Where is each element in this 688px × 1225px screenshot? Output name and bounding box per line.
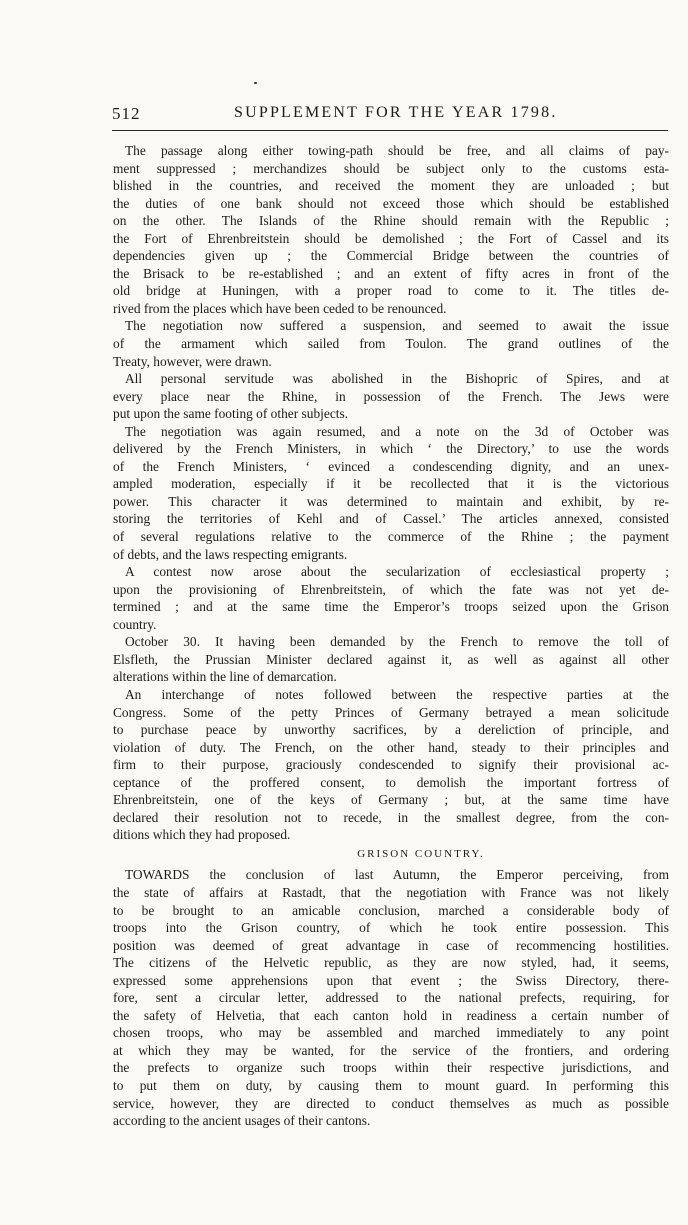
text-line: blished in the countries, and received the moment they are unloaded ; but	[113, 178, 669, 194]
text-line: alterations within the line of demarcation.	[113, 669, 337, 685]
text-line: service, however, they are directed to conduct themselves as much as possible	[113, 1095, 669, 1111]
page-number: 512	[112, 104, 141, 123]
text-line: All personal servitude was abolished in the Bishopric of Spires, and at	[125, 371, 669, 387]
text-line: of debts, and the laws respecting emigrants.	[113, 546, 348, 562]
text-line: Ehrenbreitstein, one of the keys of Germany ; but, at the same time have	[113, 792, 669, 808]
text-line: according to the ancient usages of their cantons.	[113, 1113, 371, 1129]
text-line: every place near the Rhine, in possession of the French. The Jews were	[113, 388, 669, 404]
text-line: the state of affairs at Rastadt, that the negotiation with France was not likely	[113, 884, 669, 900]
page-header	[112, 104, 668, 126]
text-line: ampled moderation, especially if it be recollected that it is the victorious	[113, 476, 669, 492]
text-line: delivered by the French Ministers, in which ‘ the Directory,’ to use the words	[113, 441, 669, 457]
text-line: position was deemed of great advantage in case of recommencing hostilities.	[113, 937, 669, 953]
text-line: Congress. Some of the petty Princes of Germany betrayed a mean solicitude	[113, 704, 669, 720]
text-line: termined ; and at the same time the Emperor’s troops seized upon the Grison	[113, 599, 669, 615]
text-line: dependencies given up ; the Commercial Bridge between the countries of	[113, 248, 669, 264]
text-line: The passage along either towing-path should be free, and all claims of pay-	[125, 143, 669, 158]
text-line: to be brought to an amicable conclusion, marched a considerable body of	[113, 902, 669, 918]
text-line: the prefects to organize such troops within their respective jurisdictions, and	[113, 1060, 669, 1076]
text-line: upon the provisioning of Ehrenbreitstein, of which the fate was not yet de-	[113, 581, 669, 597]
text-line: rived from the places which have been ceded to be renounced.	[113, 300, 447, 316]
text-line: The citizens of the Helvetic republic, as they are now styled, had, it seems,	[113, 955, 669, 971]
text-line: the duties of one bank should not exceed those which should be established	[113, 195, 669, 211]
text-line: at which they may be wanted, for the service of the frontiers, and ordering	[113, 1042, 669, 1058]
text-line: violation of duty. The French, on the other hand, steady to their principles and	[113, 739, 669, 755]
text-line: Treaty, however, were drawn.	[113, 353, 272, 369]
text-line: firm to their purpose, graciously condescended to signify their provisional ac-	[113, 757, 669, 773]
ink-speck	[254, 82, 257, 84]
text-line: country.	[113, 616, 157, 632]
text-line: The negotiation was again resumed, and a note on the 3d of October was	[125, 423, 669, 439]
running-head: SUPPLEMENT FOR THE YEAR 1798.	[234, 104, 558, 121]
text-line: to purchase peace by unworthy sacrifices, by a dereliction of principle, and	[113, 722, 669, 738]
text-line: to put them on duty, by causing them to mount guard. In performing this	[113, 1077, 669, 1093]
text-line: of several regulations relative to the commerce of the Rhine ; the payment	[113, 529, 669, 545]
section-heading: GRISON COUNTRY.	[357, 847, 485, 860]
text-line: of the armament which sailed from Toulon. The grand outlines of the	[113, 336, 669, 352]
text-line: the safety of Helvetia, that each canton hold in readiness a certain number of	[113, 1007, 669, 1023]
text-line: chosen troops, who may be assembled and marched immediately to any point	[113, 1025, 669, 1041]
body-text	[113, 142, 669, 1130]
text-line: troops into the Grison country, of which he took entire possession. This	[113, 920, 669, 936]
text-line: of the French Ministers, ‘ evinced a condescending dignity, and an unex-	[113, 458, 669, 474]
text-line: old bridge at Huningen, with a proper road to come to it. The titles de-	[113, 283, 669, 299]
text-line: expressed some apprehensions upon that event ; the Swiss Directory, there-	[113, 972, 669, 988]
text-line: October 30. It having been demanded by the French to remove the toll of	[125, 634, 669, 650]
text-line: A contest now arose about the secularization of ecclesiastical property ;	[125, 564, 669, 580]
text-line: ditions which they had proposed.	[113, 827, 291, 843]
text-line: TOWARDS the conclusion of last Autumn, the Emperor perceiving, from	[125, 867, 669, 883]
text-line: fore, sent a circular letter, addressed to the national prefects, requiring, for	[113, 990, 669, 1006]
text-line: the Fort of Ehrenbreitstein should be demolished ; the Fort of Cassel and its	[113, 230, 669, 246]
text-line: ceptance of the proffered consent, to demolish the important fortress of	[113, 774, 669, 790]
text-line: The negotiation now suffered a suspension, and seemed to await the issue	[125, 318, 669, 334]
text-line: storing the territories of Kehl and of Cassel.’ The articles annexed, consisted	[113, 511, 669, 527]
text-line: declared their resolution not to recede, in the smallest degree, from the con-	[113, 809, 669, 825]
text-line: An interchange of notes followed between the respective parties at the	[125, 686, 669, 702]
text-line: Elsfleth, the Prussian Minister declared against it, as well as against all other	[113, 651, 669, 667]
header-rule	[112, 130, 668, 131]
text-line: power. This character it was determined to maintain and exhibit, by re-	[113, 493, 669, 509]
text-line: ment suppressed ; merchandizes should be subject only to the customs esta-	[113, 160, 669, 176]
text-line: on the other. The Islands of the Rhine should remain with the Republic ;	[113, 213, 669, 229]
text-line: put upon the same footing of other subjects.	[113, 406, 349, 422]
text-line: the Brisack to be re-established ; and an extent of fifty acres in front of the	[113, 265, 669, 281]
